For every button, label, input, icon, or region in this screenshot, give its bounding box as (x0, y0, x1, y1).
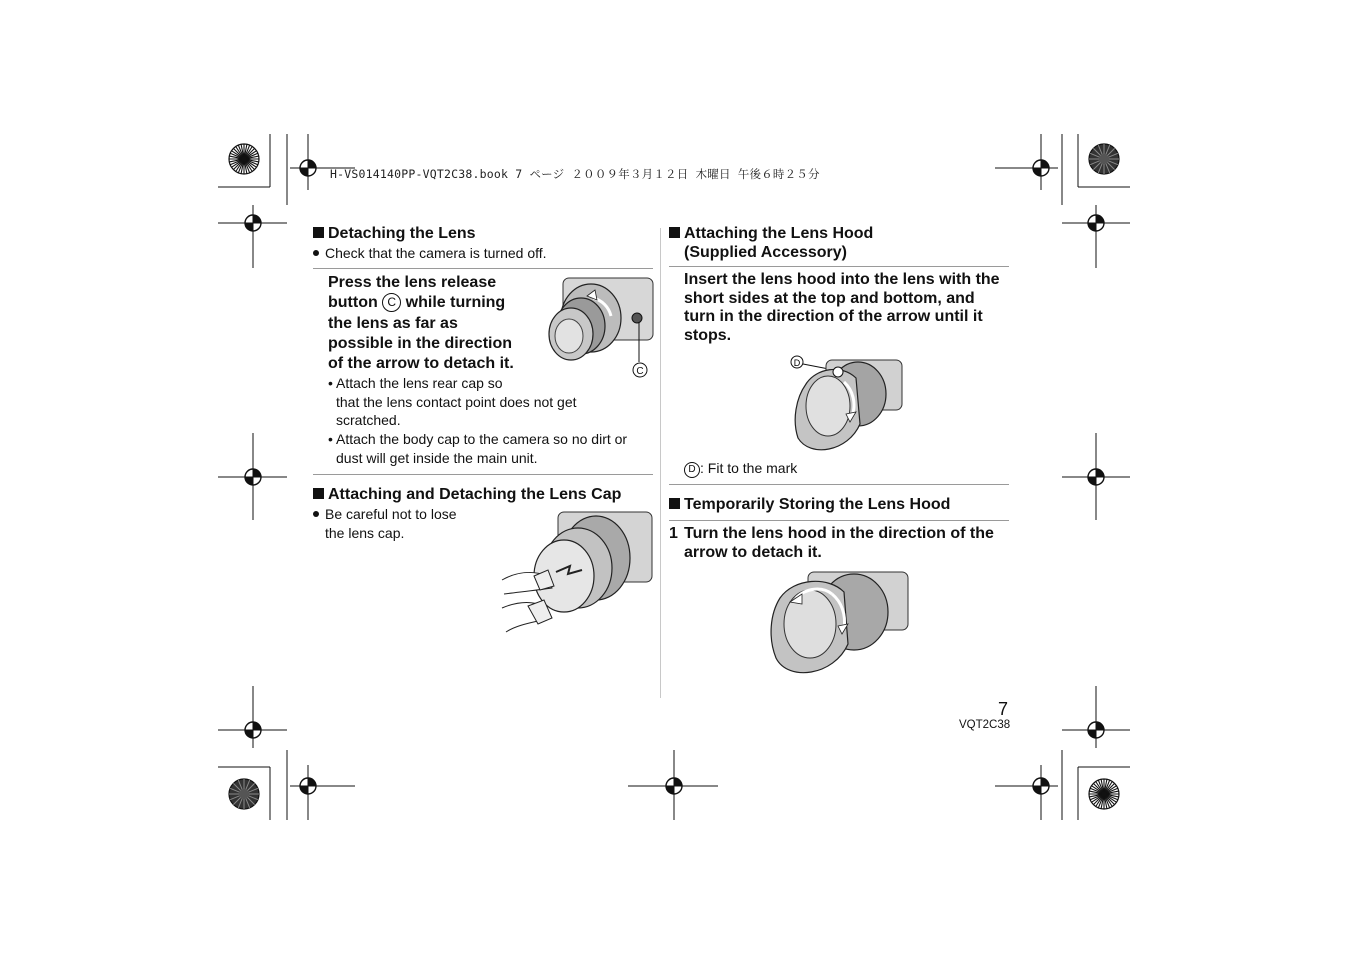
svg-text:C: C (636, 366, 644, 377)
square-bullet-icon (669, 227, 680, 238)
section-title-lens-cap: Attaching and Detaching the Lens Cap (313, 485, 621, 504)
section-title-detaching-lens: Detaching the Lens (313, 224, 476, 243)
divider (669, 484, 1009, 485)
page-number: 7 (998, 699, 1009, 719)
section-title-lens-hood: Attaching the Lens Hood (Supplied Accessory) (669, 224, 873, 262)
bullet-careful-lens-cap: Be careful not to lose the lens cap. (313, 505, 457, 543)
callout-c-marker: C (382, 293, 401, 312)
note-body-cap: • Attach the body cap to the camera so no dirt or dust will get inside the main unit. (328, 431, 628, 466)
detach-lens-illustration (543, 276, 655, 380)
square-bullet-icon (313, 227, 324, 238)
step-1-turn-hood: 1 Turn the lens hood in the direction of the arrow to detach it. (669, 525, 994, 561)
instruction-detach-lens: Press the lens release button C while turning the lens as far as possible in the direction of the arrow to detach it. (328, 274, 514, 373)
divider (313, 268, 653, 269)
document-code: VQT2C38 (959, 719, 1011, 731)
svg-text:D: D (793, 358, 801, 368)
caption-fit-to-mark: D : Fit to the mark (684, 459, 797, 478)
square-bullet-icon (669, 498, 680, 509)
round-bullet-icon (313, 511, 319, 517)
lens-cap-illustration (498, 510, 654, 640)
divider (669, 520, 1009, 521)
store-hood-illustration (766, 568, 912, 680)
divider (313, 474, 653, 475)
divider (669, 266, 1009, 267)
note-rear-cap: • Attach the lens rear cap so that the lens contact point does not get scratched. (328, 375, 577, 428)
callout-d-marker: D (684, 462, 700, 478)
round-bullet-icon (313, 250, 319, 256)
section-title-storing-hood: Temporarily Storing the Lens Hood (669, 495, 950, 514)
instruction-insert-hood: Insert the lens hood into the lens with the short sides at the top and bottom, and turn in the direction of the arrow until it stops. (684, 271, 1000, 344)
bullet-check-camera-off: Check that the camera is turned off. (313, 244, 547, 263)
attach-hood-illustration (786, 354, 904, 458)
book-header: H-VS014140PP-VQT2C38.book 7 ページ ２００９年３月１２日 木曜日 午後６時２５分 (330, 167, 820, 181)
square-bullet-icon (313, 488, 324, 499)
column-divider (660, 228, 661, 698)
